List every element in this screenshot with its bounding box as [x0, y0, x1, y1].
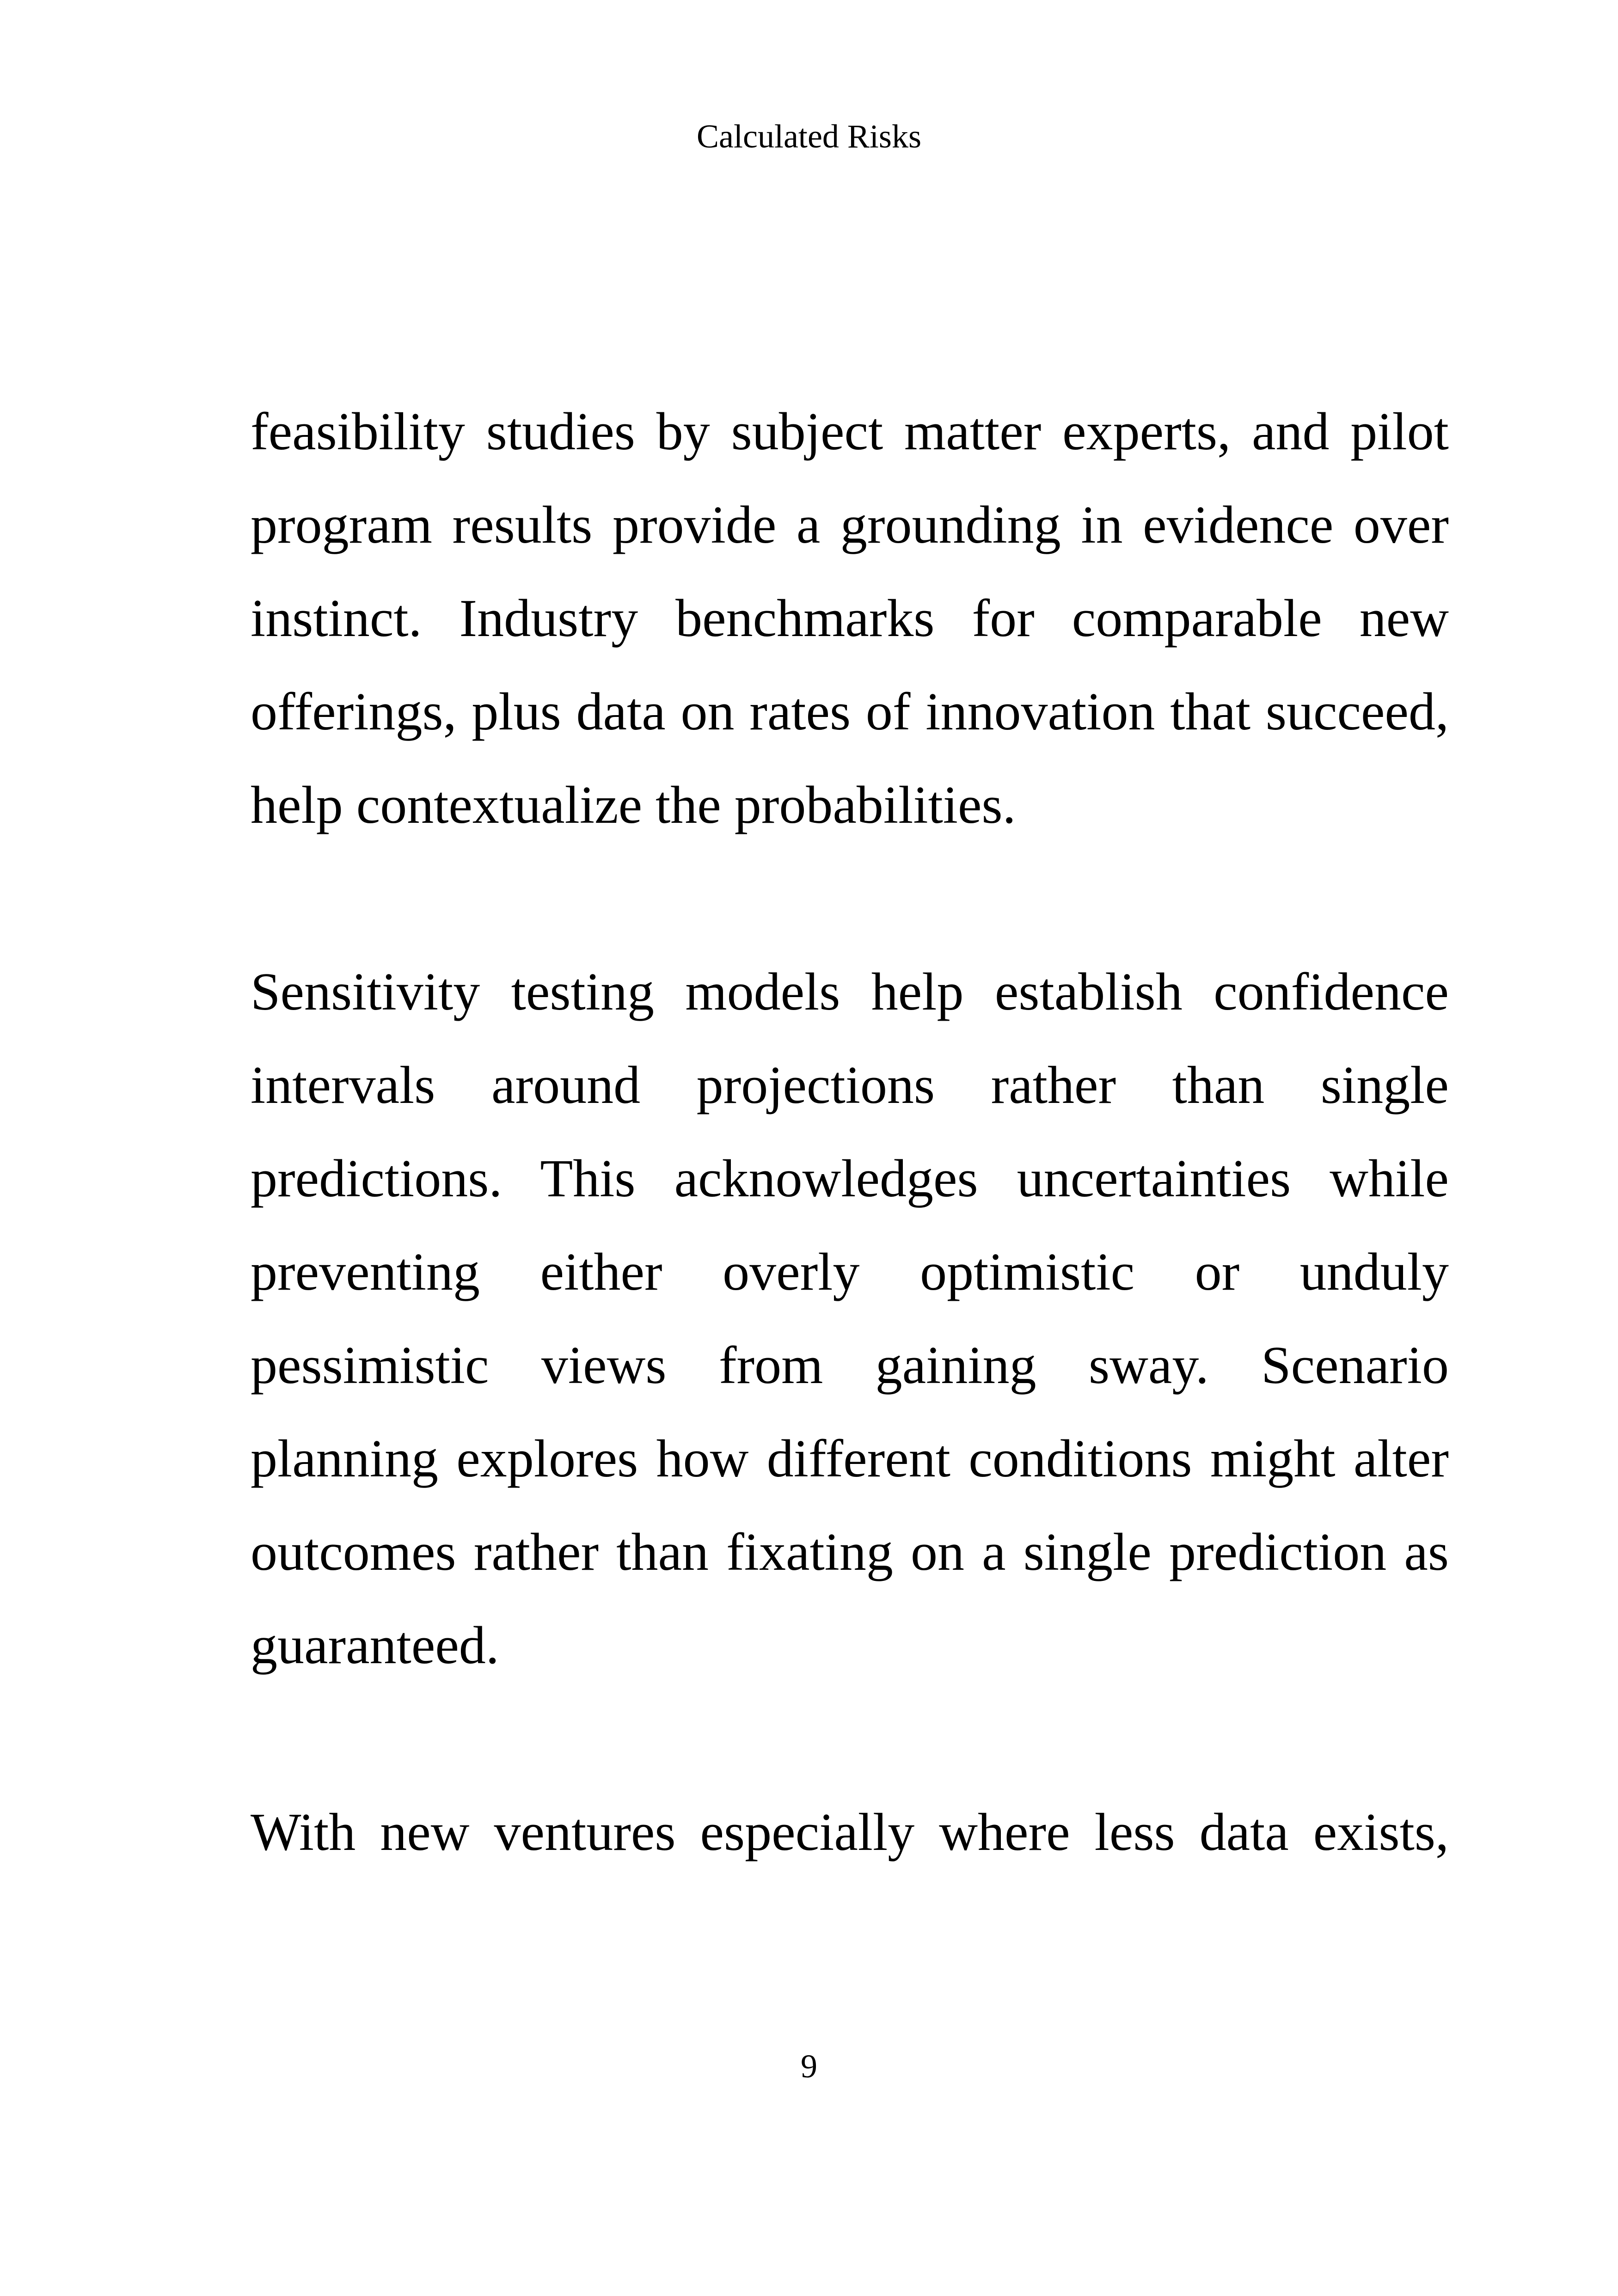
paragraph: Sensitivity testing models help establish confidence intervals around projections rather than single predictions. This acknowledges uncertainties while preventing either overly optimistic or unduly pessimistic views from gaining sway. Scenario planning explores how different conditions might alter outcomes rather than fixating on a single prediction as guaranteed.: [251, 962, 1449, 1675]
paragraph: feasibility studies by subject matter experts, and pilot program results provide a grounding in evidence over instinct. Industry benchmarks for comparable new offerings, plus data on rates of innovation that succeed, help contextualize the probabilities.: [251, 402, 1449, 835]
page-number: 9: [801, 2048, 817, 2085]
running-header: Calculated Risks: [697, 118, 921, 155]
body-text: [251, 385, 1449, 1879]
paragraph: With new ventures especially where less data exists,: [251, 1803, 1449, 1862]
